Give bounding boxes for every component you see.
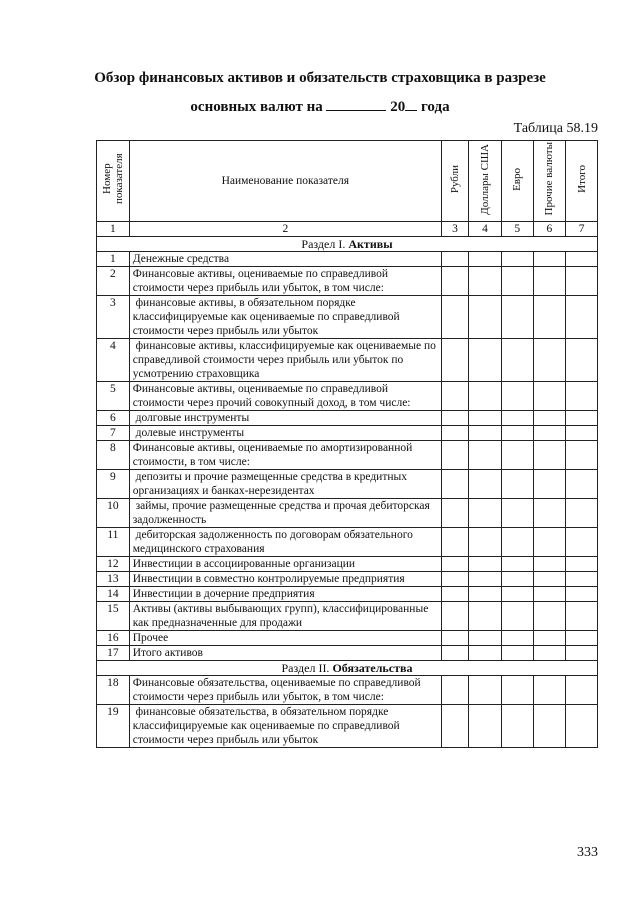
value-cell <box>469 705 502 748</box>
column-index: 6 <box>533 222 566 237</box>
table-row <box>97 382 598 411</box>
value-cell <box>533 572 566 587</box>
title-prefix: основных валют на <box>190 99 323 115</box>
header-rub: Рубли <box>441 141 468 222</box>
section-row <box>97 237 598 252</box>
value-cell <box>533 339 566 382</box>
row-number: 1 <box>97 252 130 267</box>
value-cell <box>533 470 566 499</box>
table-row <box>97 339 598 382</box>
value-cell <box>441 267 468 296</box>
value-cell <box>441 587 468 602</box>
value-cell <box>533 646 566 661</box>
value-cell <box>533 676 566 705</box>
table-row <box>97 499 598 528</box>
value-cell <box>469 296 502 339</box>
row-number: 15 <box>97 602 130 631</box>
value-cell <box>566 296 598 339</box>
value-cell <box>469 441 502 470</box>
table-row <box>97 267 598 296</box>
section-row <box>97 661 598 676</box>
value-cell <box>533 557 566 572</box>
value-cell <box>469 631 502 646</box>
title-suffix: года <box>420 99 450 115</box>
value-cell <box>441 528 468 557</box>
value-cell <box>441 339 468 382</box>
value-cell <box>469 602 502 631</box>
header-eur: Евро <box>501 141 533 222</box>
row-number: 9 <box>97 470 130 499</box>
table-row <box>97 557 598 572</box>
header-usd: Доллары США <box>469 141 502 222</box>
row-label: Финансовые активы, оцениваемые по справедливой стоимости через прочий совокупный доход, в том числе: <box>129 382 441 411</box>
value-cell <box>469 267 502 296</box>
value-cell <box>441 411 468 426</box>
row-label: Финансовые обязательства, оцениваемые по справедливой стоимости через прибыль или убыток, в том числе: <box>129 676 441 705</box>
value-cell <box>441 470 468 499</box>
value-cell <box>566 499 598 528</box>
value-cell <box>469 470 502 499</box>
row-label: долевые инструменты <box>129 426 441 441</box>
value-cell <box>469 426 502 441</box>
table-row <box>97 470 598 499</box>
table-row <box>97 602 598 631</box>
header-name: Наименование показателя <box>129 141 441 222</box>
row-label: займы, прочие размещенные средства и прочая дебиторская задолженность <box>129 499 441 528</box>
value-cell <box>533 705 566 748</box>
value-cell <box>501 441 533 470</box>
section-prefix: Раздел I. <box>301 237 346 251</box>
header-row <box>97 141 598 222</box>
value-cell <box>566 572 598 587</box>
value-cell <box>501 339 533 382</box>
section-title <box>97 661 598 676</box>
value-cell <box>501 572 533 587</box>
value-cell <box>533 631 566 646</box>
table-row <box>97 676 598 705</box>
row-label: Финансовые активы, оцениваемые по справедливой стоимости через прибыль или убыток, в том числе: <box>129 267 441 296</box>
value-cell <box>501 602 533 631</box>
value-cell <box>533 252 566 267</box>
value-cell <box>533 602 566 631</box>
section-name: Активы <box>348 237 393 251</box>
column-index: 7 <box>566 222 598 237</box>
row-number: 14 <box>97 587 130 602</box>
column-index: 3 <box>441 222 468 237</box>
table-number: Таблица 58.19 <box>513 121 598 136</box>
value-cell <box>441 499 468 528</box>
value-cell <box>566 339 598 382</box>
value-cell <box>533 426 566 441</box>
column-index: 2 <box>129 222 441 237</box>
value-cell <box>566 426 598 441</box>
value-cell <box>441 705 468 748</box>
value-cell <box>566 587 598 602</box>
row-number: 8 <box>97 441 130 470</box>
value-cell <box>441 676 468 705</box>
value-cell <box>501 382 533 411</box>
value-cell <box>566 411 598 426</box>
value-cell <box>441 602 468 631</box>
value-cell <box>533 528 566 557</box>
value-cell <box>533 296 566 339</box>
column-index: 5 <box>501 222 533 237</box>
row-label: Инвестиции в совместно контролируемые предприятия <box>129 572 441 587</box>
column-index-row <box>97 222 598 237</box>
value-cell <box>533 411 566 426</box>
value-cell <box>441 646 468 661</box>
title-year-prefix: 20 <box>390 99 406 115</box>
row-number: 2 <box>97 267 130 296</box>
value-cell <box>566 676 598 705</box>
row-number: 7 <box>97 426 130 441</box>
value-cell <box>441 441 468 470</box>
section-prefix: Раздел II. <box>281 661 330 675</box>
row-label: Денежные средства <box>129 252 441 267</box>
table-row <box>97 441 598 470</box>
year-blank <box>405 98 417 111</box>
header-num: Номер показателя <box>97 141 130 222</box>
value-cell <box>441 296 468 339</box>
value-cell <box>533 587 566 602</box>
value-cell <box>441 382 468 411</box>
column-index: 1 <box>97 222 130 237</box>
value-cell <box>441 426 468 441</box>
value-cell <box>441 572 468 587</box>
row-label: Активы (активы выбывающих групп), классифицированные как предназначенные для продажи <box>129 602 441 631</box>
header-other: Прочие валюты <box>533 141 566 222</box>
section-title <box>97 237 598 252</box>
table-row <box>97 528 598 557</box>
value-cell <box>441 631 468 646</box>
row-number: 19 <box>97 705 130 748</box>
table-row <box>97 705 598 748</box>
value-cell <box>501 426 533 441</box>
value-cell <box>566 557 598 572</box>
value-cell <box>566 705 598 748</box>
row-label: долговые инструменты <box>129 411 441 426</box>
value-cell <box>566 252 598 267</box>
date-blank <box>326 98 386 111</box>
row-label: Инвестиции в ассоциированные организации <box>129 557 441 572</box>
value-cell <box>566 267 598 296</box>
value-cell <box>469 499 502 528</box>
table-row <box>97 572 598 587</box>
table-row <box>97 296 598 339</box>
table-row <box>97 587 598 602</box>
value-cell <box>501 252 533 267</box>
row-number: 11 <box>97 528 130 557</box>
value-cell <box>501 499 533 528</box>
value-cell <box>501 296 533 339</box>
value-cell <box>501 528 533 557</box>
row-label: Итого активов <box>129 646 441 661</box>
value-cell <box>469 339 502 382</box>
value-cell <box>501 470 533 499</box>
row-label: финансовые обязательства, в обязательном порядке классифицируемые как оцениваемые по справедливой стоимости через прибыль или убыток <box>129 705 441 748</box>
row-number: 10 <box>97 499 130 528</box>
row-number: 17 <box>97 646 130 661</box>
value-cell <box>469 572 502 587</box>
value-cell <box>566 646 598 661</box>
row-number: 6 <box>97 411 130 426</box>
document-title-line2 <box>0 98 640 116</box>
value-cell <box>501 411 533 426</box>
value-cell <box>469 411 502 426</box>
table-row <box>97 411 598 426</box>
header-total: Итого <box>566 141 598 222</box>
row-number: 4 <box>97 339 130 382</box>
value-cell <box>533 267 566 296</box>
row-number: 13 <box>97 572 130 587</box>
page-number: 333 <box>577 845 598 860</box>
row-number: 16 <box>97 631 130 646</box>
table-row <box>97 426 598 441</box>
value-cell <box>501 557 533 572</box>
value-cell <box>441 557 468 572</box>
value-cell <box>469 528 502 557</box>
section-name: Обязательства <box>332 661 413 675</box>
value-cell <box>469 557 502 572</box>
row-label: дебиторская задолженность по договорам обязательного медицинского страхования <box>129 528 441 557</box>
row-number: 3 <box>97 296 130 339</box>
row-label: финансовые активы, классифицируемые как оцениваемые по справедливой стоимости через прибыль или убыток по усмотрению страховщика <box>129 339 441 382</box>
value-cell <box>469 587 502 602</box>
row-label: Инвестиции в дочерние предприятия <box>129 587 441 602</box>
row-number: 5 <box>97 382 130 411</box>
value-cell <box>533 382 566 411</box>
table-row <box>97 252 598 267</box>
value-cell <box>469 252 502 267</box>
row-label: Прочее <box>129 631 441 646</box>
value-cell <box>501 267 533 296</box>
value-cell <box>566 631 598 646</box>
value-cell <box>501 631 533 646</box>
value-cell <box>469 382 502 411</box>
value-cell <box>441 252 468 267</box>
value-cell <box>501 587 533 602</box>
column-index: 4 <box>469 222 502 237</box>
value-cell <box>469 646 502 661</box>
row-label: Финансовые активы, оцениваемые по амортизированной стоимости, в том числе: <box>129 441 441 470</box>
row-label: депозиты и прочие размещенные средства в кредитных организациях и банках-нерезидентах <box>129 470 441 499</box>
value-cell <box>501 676 533 705</box>
value-cell <box>501 646 533 661</box>
financial-assets-table <box>96 140 598 748</box>
row-number: 18 <box>97 676 130 705</box>
value-cell <box>566 382 598 411</box>
value-cell <box>469 676 502 705</box>
value-cell <box>501 705 533 748</box>
value-cell <box>566 528 598 557</box>
value-cell <box>566 441 598 470</box>
value-cell <box>533 441 566 470</box>
row-number: 12 <box>97 557 130 572</box>
value-cell <box>566 602 598 631</box>
value-cell <box>533 499 566 528</box>
table-row <box>97 631 598 646</box>
document-title-line1: Обзор финансовых активов и обязательств страховщика в разрезе <box>94 70 546 86</box>
table-row <box>97 646 598 661</box>
row-label: финансовые активы, в обязательном порядке классифицируемые как оцениваемые по справедливой стоимости через прибыль или убыток <box>129 296 441 339</box>
value-cell <box>566 470 598 499</box>
